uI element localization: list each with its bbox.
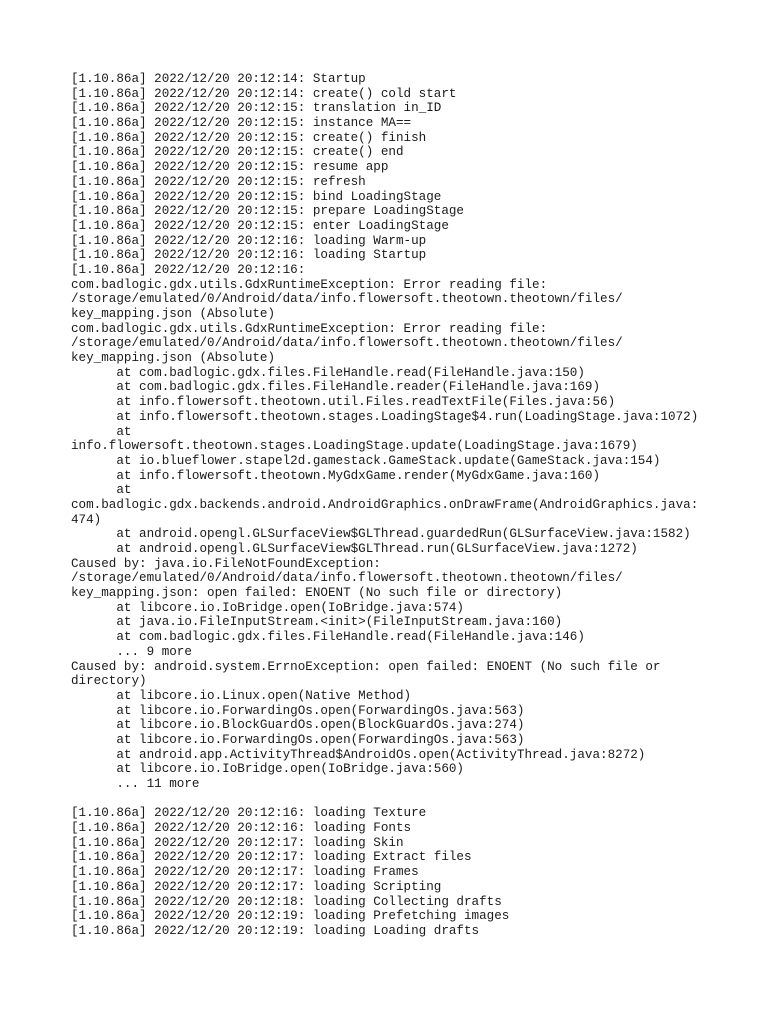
log-line: at [71,424,132,439]
log-line: at java.io.FileInputStream.<init>(FileInputStream.java:160) [71,615,563,630]
log-line: com.badlogic.gdx.backends.android.AndroidGraphics.onDrawFrame(AndroidGraphics.java: [71,497,699,512]
log-line: at info.flowersoft.theotown.stages.LoadingStage$4.run(LoadingStage.java:1072) [71,409,699,424]
log-line: [1.10.86a] 2022/12/20 20:12:17: loading Scripting [71,879,442,894]
log-line: at com.badlogic.gdx.files.FileHandle.read(FileHandle.java:146) [71,630,585,645]
log-line: [1.10.86a] 2022/12/20 20:12:18: loading Collecting drafts [71,894,502,909]
log-line: at android.opengl.GLSurfaceView$GLThread.run(GLSurfaceView.java:1272) [71,542,638,556]
log-line: [1.10.86a] 2022/12/20 20:12:19: loading Prefetching images [71,909,510,924]
log-line: info.flowersoft.theotown.stages.LoadingStage.update(LoadingStage.java:1679) [71,439,638,454]
log-line: at io.blueflower.stapel2d.gamestack.GameStack.update(GameStack.java:154) [71,453,661,468]
log-line: key_mapping.json (Absolute) [71,351,276,366]
log-line: [1.10.86a] 2022/12/20 20:12:16: loading Texture [71,806,427,821]
log-line: [1.10.86a] 2022/12/20 20:12:16: loading Warm-up [71,233,427,248]
log-line: [1.10.86a] 2022/12/20 20:12:14: create() cold start [71,86,457,101]
log-line: at libcore.io.IoBridge.open(IoBridge.java:560) [71,762,464,777]
log-line: [1.10.86a] 2022/12/20 20:12:15: translation in_ID [71,101,442,116]
log-line: [1.10.86a] 2022/12/20 20:12:15: bind LoadingStage [71,189,442,204]
log-line: at libcore.io.ForwardingOs.open(ForwardingOs.java:563) [71,732,525,747]
log-line: at info.flowersoft.theotown.MyGdxGame.render(MyGdxGame.java:160) [71,468,601,483]
log-line: directory) [71,674,147,689]
log-line: at android.opengl.GLSurfaceView$GLThread.guardedRun(GLSurfaceView.java:1582) [71,527,691,542]
log-line: [1.10.86a] 2022/12/20 20:12:16: [71,262,306,277]
log-line: [1.10.86a] 2022/12/20 20:12:14: Startup [71,72,366,86]
log-line: at info.flowersoft.theotown.util.Files.readTextFile(Files.java:56) [71,395,616,410]
log-line: [1.10.86a] 2022/12/20 20:12:16: loading Startup [71,248,427,263]
log-line: [1.10.86a] 2022/12/20 20:12:16: loading Fonts [71,821,412,836]
log-line: com.badlogic.gdx.utils.GdxRuntimeException: Error reading file: [71,277,548,292]
log-line: Caused by: android.system.ErrnoException: open failed: ENOENT (No such file or [71,659,661,674]
log-line: ... 11 more [71,777,200,791]
log-line: /storage/emulated/0/Android/data/info.flowersoft.theotown.theotown/files/ [71,336,623,351]
log-line: at libcore.io.IoBridge.open(IoBridge.java:574) [71,600,464,615]
log-line: com.badlogic.gdx.utils.GdxRuntimeException: Error reading file: [71,321,548,336]
log-line: [1.10.86a] 2022/12/20 20:12:17: loading Skin [71,835,404,850]
log-line: at libcore.io.Linux.open(Native Method) [71,688,412,703]
log-line: [1.10.86a] 2022/12/20 20:12:15: create() end [71,145,404,160]
log-line: ... 9 more [71,644,192,659]
log-line: [1.10.86a] 2022/12/20 20:12:15: instance MA== [71,116,412,131]
log-line: [1.10.86a] 2022/12/20 20:12:15: create() finish [71,130,427,145]
log-line: key_mapping.json: open failed: ENOENT (No such file or directory) [71,586,563,601]
log-line: /storage/emulated/0/Android/data/info.flowersoft.theotown.theotown/files/ [71,571,623,586]
log-line: at libcore.io.ForwardingOs.open(ForwardingOs.java:563) [71,703,525,718]
log-line: [1.10.86a] 2022/12/20 20:12:15: refresh [71,174,366,189]
log-line: at com.badlogic.gdx.files.FileHandle.reader(FileHandle.java:169) [71,380,601,395]
log-text-block [71,72,741,939]
log-line: [1.10.86a] 2022/12/20 20:12:17: loading Frames [71,865,419,880]
log-line: 474) [71,512,102,527]
log-line: /storage/emulated/0/Android/data/info.flowersoft.theotown.theotown/files/ [71,292,623,307]
log-line: at com.badlogic.gdx.files.FileHandle.read(FileHandle.java:150) [71,365,585,380]
log-line: key_mapping.json (Absolute) [71,307,276,321]
log-line: at android.app.ActivityThread$AndroidOs.open(ActivityThread.java:8272) [71,747,646,762]
log-line [71,792,741,807]
log-line: [1.10.86a] 2022/12/20 20:12:15: prepare LoadingStage [71,204,464,219]
log-line: [1.10.86a] 2022/12/20 20:12:15: resume app [71,160,389,175]
log-line: [1.10.86a] 2022/12/20 20:12:17: loading Extract files [71,850,472,865]
log-line: at [71,483,132,498]
log-line: [1.10.86a] 2022/12/20 20:12:15: enter LoadingStage [71,218,449,233]
log-line: at libcore.io.BlockGuardOs.open(BlockGuardOs.java:274) [71,718,525,733]
log-line: [1.10.86a] 2022/12/20 20:12:19: loading Loading drafts [71,923,480,938]
log-line: Caused by: java.io.FileNotFoundException: [71,556,381,571]
